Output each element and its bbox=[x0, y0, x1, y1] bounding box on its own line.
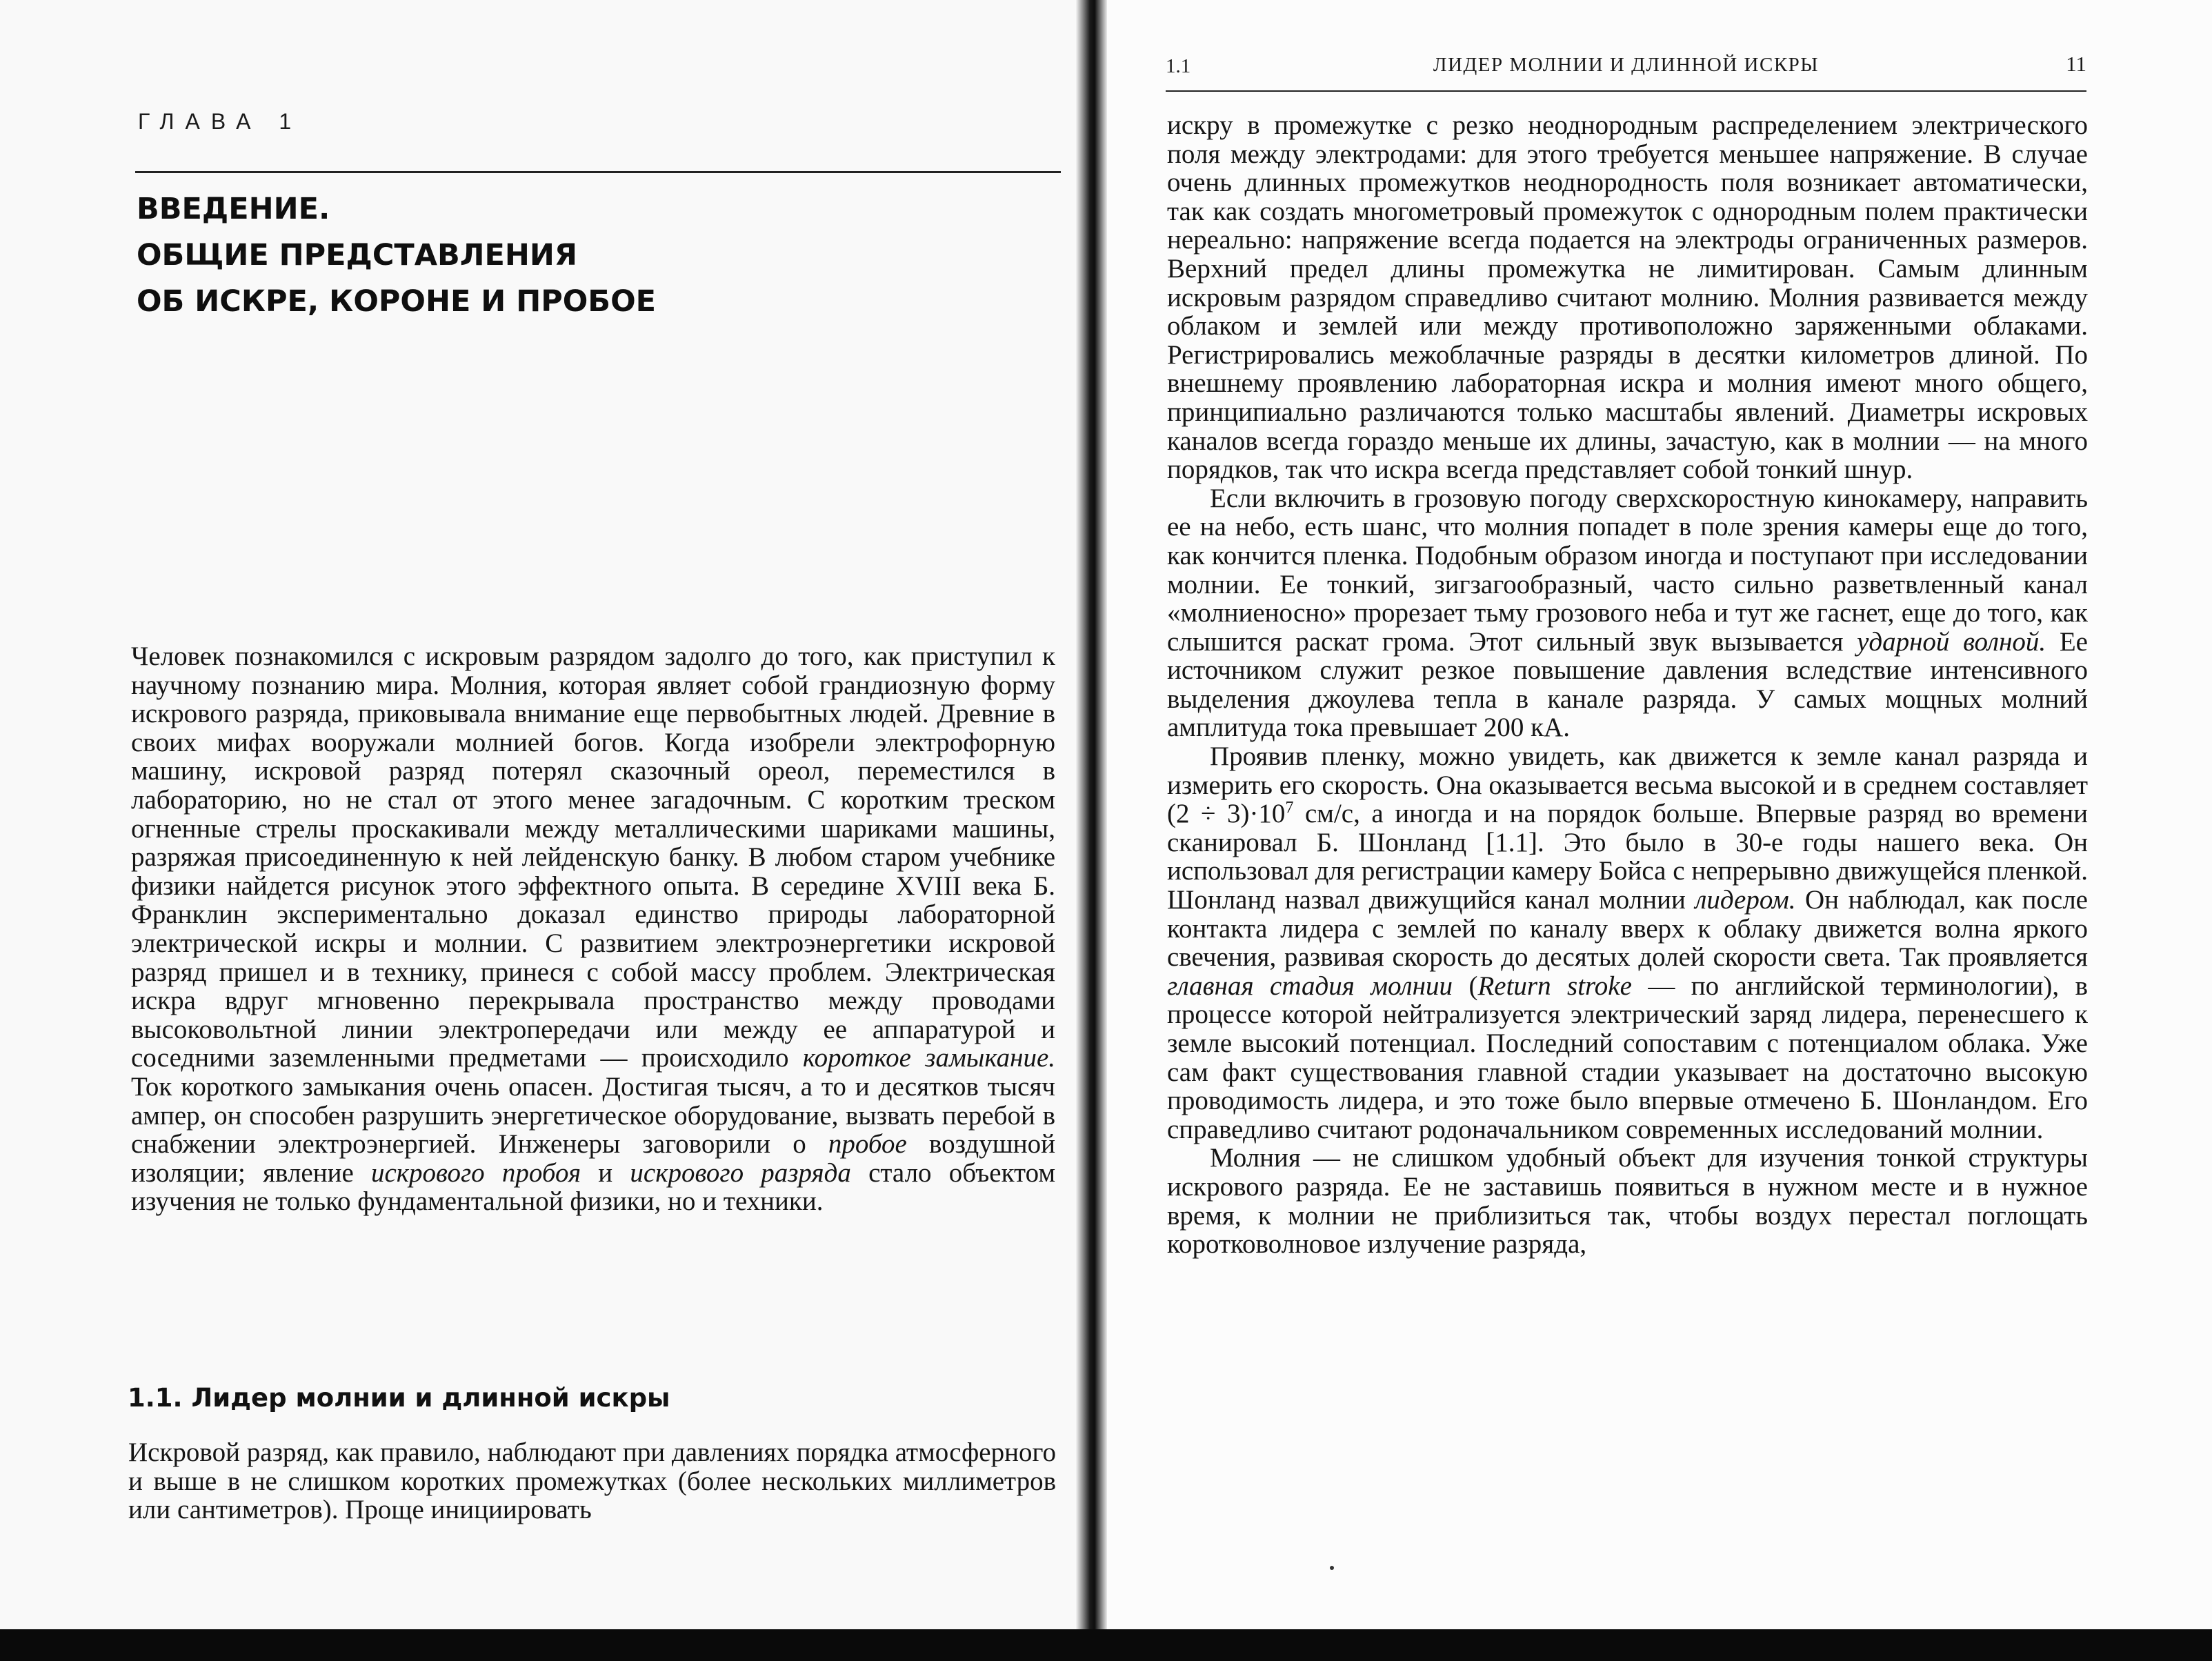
running-head-rule bbox=[1166, 90, 2086, 92]
scan-speck bbox=[1330, 1566, 1334, 1570]
running-head-title: ЛИДЕР МОЛНИИ И ДЛИННОЙ ИСКРЫ bbox=[1433, 54, 1820, 76]
section-paragraph: Искровой разряд, как правило, наблюдают при давлениях порядка атмосферного и выше в не слишком коротких промежутках (более нескольких миллиметров или сантиметров). Проще инициировать bbox=[128, 1438, 1056, 1525]
paragraph-3: Проявив пленку, можно увидеть, как движется к земле канал разряда и измерить его скорость. Она оказывается весьма высокой и в среднем составляет $(2 \div 3)\cdot 10^7$ см/с, а иногда и на порядок больше. Впервые разряд во времени сканировал Б. Шонланд [1.1]. Это было в 30-е годы нашего века. Он использовал для регистрации камеру Бойса с непрерывно движущейся пленкой. Шонланд назвал движущийся канал молнии лидером. Он наблюдал, как после контакта лидера с землей по каналу вверх к облаку движется волна яркого свечения, развивая скорость до десятых долей скорости света. Так проявляется главная стадия молнии (Return stroke — по английской терминологии), в процессе которой нейтрализуется электрический заряд лидера, перенесшего к земле высокий потенциал. Последний сопоставим с потенциалом облака. Уже сам факт существования главной стадии указывает на достаточно высокую проводимость лидера, и это тоже было впервые отмечено Б. Шонландом. Его справедливо считают родоначальником современных исследований молнии. bbox=[1167, 742, 2088, 1144]
running-head bbox=[1166, 50, 2086, 84]
scan-bottom-edge bbox=[0, 1629, 2212, 1661]
chapter-title-line-1: ВВЕДЕНИЕ. bbox=[137, 192, 330, 226]
intro-paragraph: Человек познакомился с искровым разрядом задолго до того, как приступил к научному познанию мира. Молния, которая являет собой грандиозную форму искрового разряда, приковывала внимание еще первобытных людей. Древние в своих мифах вооружали молнией богов. Когда изобрели электрофорную машину, искровой разряд потерял сказочный ореол, переместился в лабораторию, но не стал от этого менее загадочным. С коротким треском огненные стрелы проскакивали между металлическими шариками машины, разряжая присоединенную к ней лейденскую банку. В любом старом учебнике физики найдется рисунок этого эффектного опыта. В середине XVIII века Б. Франклин экспериментально доказал единство природы лабораторной электрической искры и молнии. С развитием электроэнергетики искровой разряд пришел и в технику, принеся с собой массу проблем. Электрическая искра вдруг мгновенно перекрывала пространство между проводами высоковольтной линии электропередачи или между ее аппаратурой и соседними заземленными предметами — происходило короткое замыкание. Ток короткого замыкания очень опасен. Достигая тысяч, а то и десятков тысяч ампер, он способен разрушить энергетическое оборудование, вызвать перебой в снабжении электроэнергией. Инженеры заговорили о пробое воздушной изоляции; явление искрового пробоя и искрового разряда стало объектом изучения не только фундаментальной физики, но и техники. bbox=[131, 641, 1056, 1217]
running-head-section: 1.1 bbox=[1166, 55, 1191, 77]
chapter-title bbox=[137, 186, 1033, 325]
chapter-title-line-3: ОБ ИСКРЕ, КОРОНЕ И ПРОБОЕ bbox=[137, 284, 657, 319]
paragraph-1: искру в промежутке с резко неоднородным распределением электрического поля между электродами: для этого требуется меньшее напряжение. В случае очень длинных промежутков неоднородность поля возникает автоматически, так как создать многометровый промежуток с однородным полем практически нереально: напряжение всегда подается на электроды ограниченных размеров. Верхний предел длины промежутка не лимитирован. Самым длинным искровым разрядом справедливо считают молнию. Молния развивается между облаком и землей или между противоположно заряженными облаками. Регистрировались межоблачные разряды в десятки километров длиной. По внешнему проявлению лабораторная искра и молния имеют много общего, принципиально различаются только масштабы явлений. Диаметры искровых каналов всегда гораздо меньше их длины, зачастую, как в молнии — на много порядков, так что искра всегда представляет собой тонкий шнур. bbox=[1167, 110, 2088, 485]
section-heading: 1.1. Лидер молнии и длинной искры bbox=[128, 1383, 670, 1413]
book-gutter bbox=[1076, 0, 1107, 1631]
paragraph-4: Молния — не слишком удобный объект для изучения тонкой структуры искрового разряда. Ее не заставишь появиться в нужном месте и в нужное время, к молнии не приблизиться так, чтобы воздух перестал поглощать коротковолновое излучение разряда, bbox=[1167, 1143, 2088, 1260]
chapter-rule bbox=[135, 171, 1061, 173]
chapter-title-line-2: ОБЩИЕ ПРЕДСТАВЛЕНИЯ bbox=[137, 238, 577, 272]
right-page-body bbox=[1167, 111, 2088, 1259]
page-number: 11 bbox=[2066, 52, 2086, 76]
chapter-label: ГЛАВА 1 bbox=[138, 109, 303, 134]
paragraph-2: Если включить в грозовую погоду сверхскоростную кинокамеру, направить ее на небо, есть шанс, что молния попадет в поле зрения камеры еще до того, как кончится пленка. Подобным образом иногда и поступают при исследовании молнии. Ее тонкий, зигзагообразный, часто сильно разветвленный канал «молниеносно» прорезает тьму грозового неба и тут же гаснет, еще до того, как слышится раскат грома. Этот сильный звук вызывается ударной волной. Ее источником служит резкое повышение давления вследствие интенсивного выделения джоулева тепла в канале разряда. У самых мощных молний амплитуда тока превышает 200 кА. bbox=[1167, 483, 2088, 743]
